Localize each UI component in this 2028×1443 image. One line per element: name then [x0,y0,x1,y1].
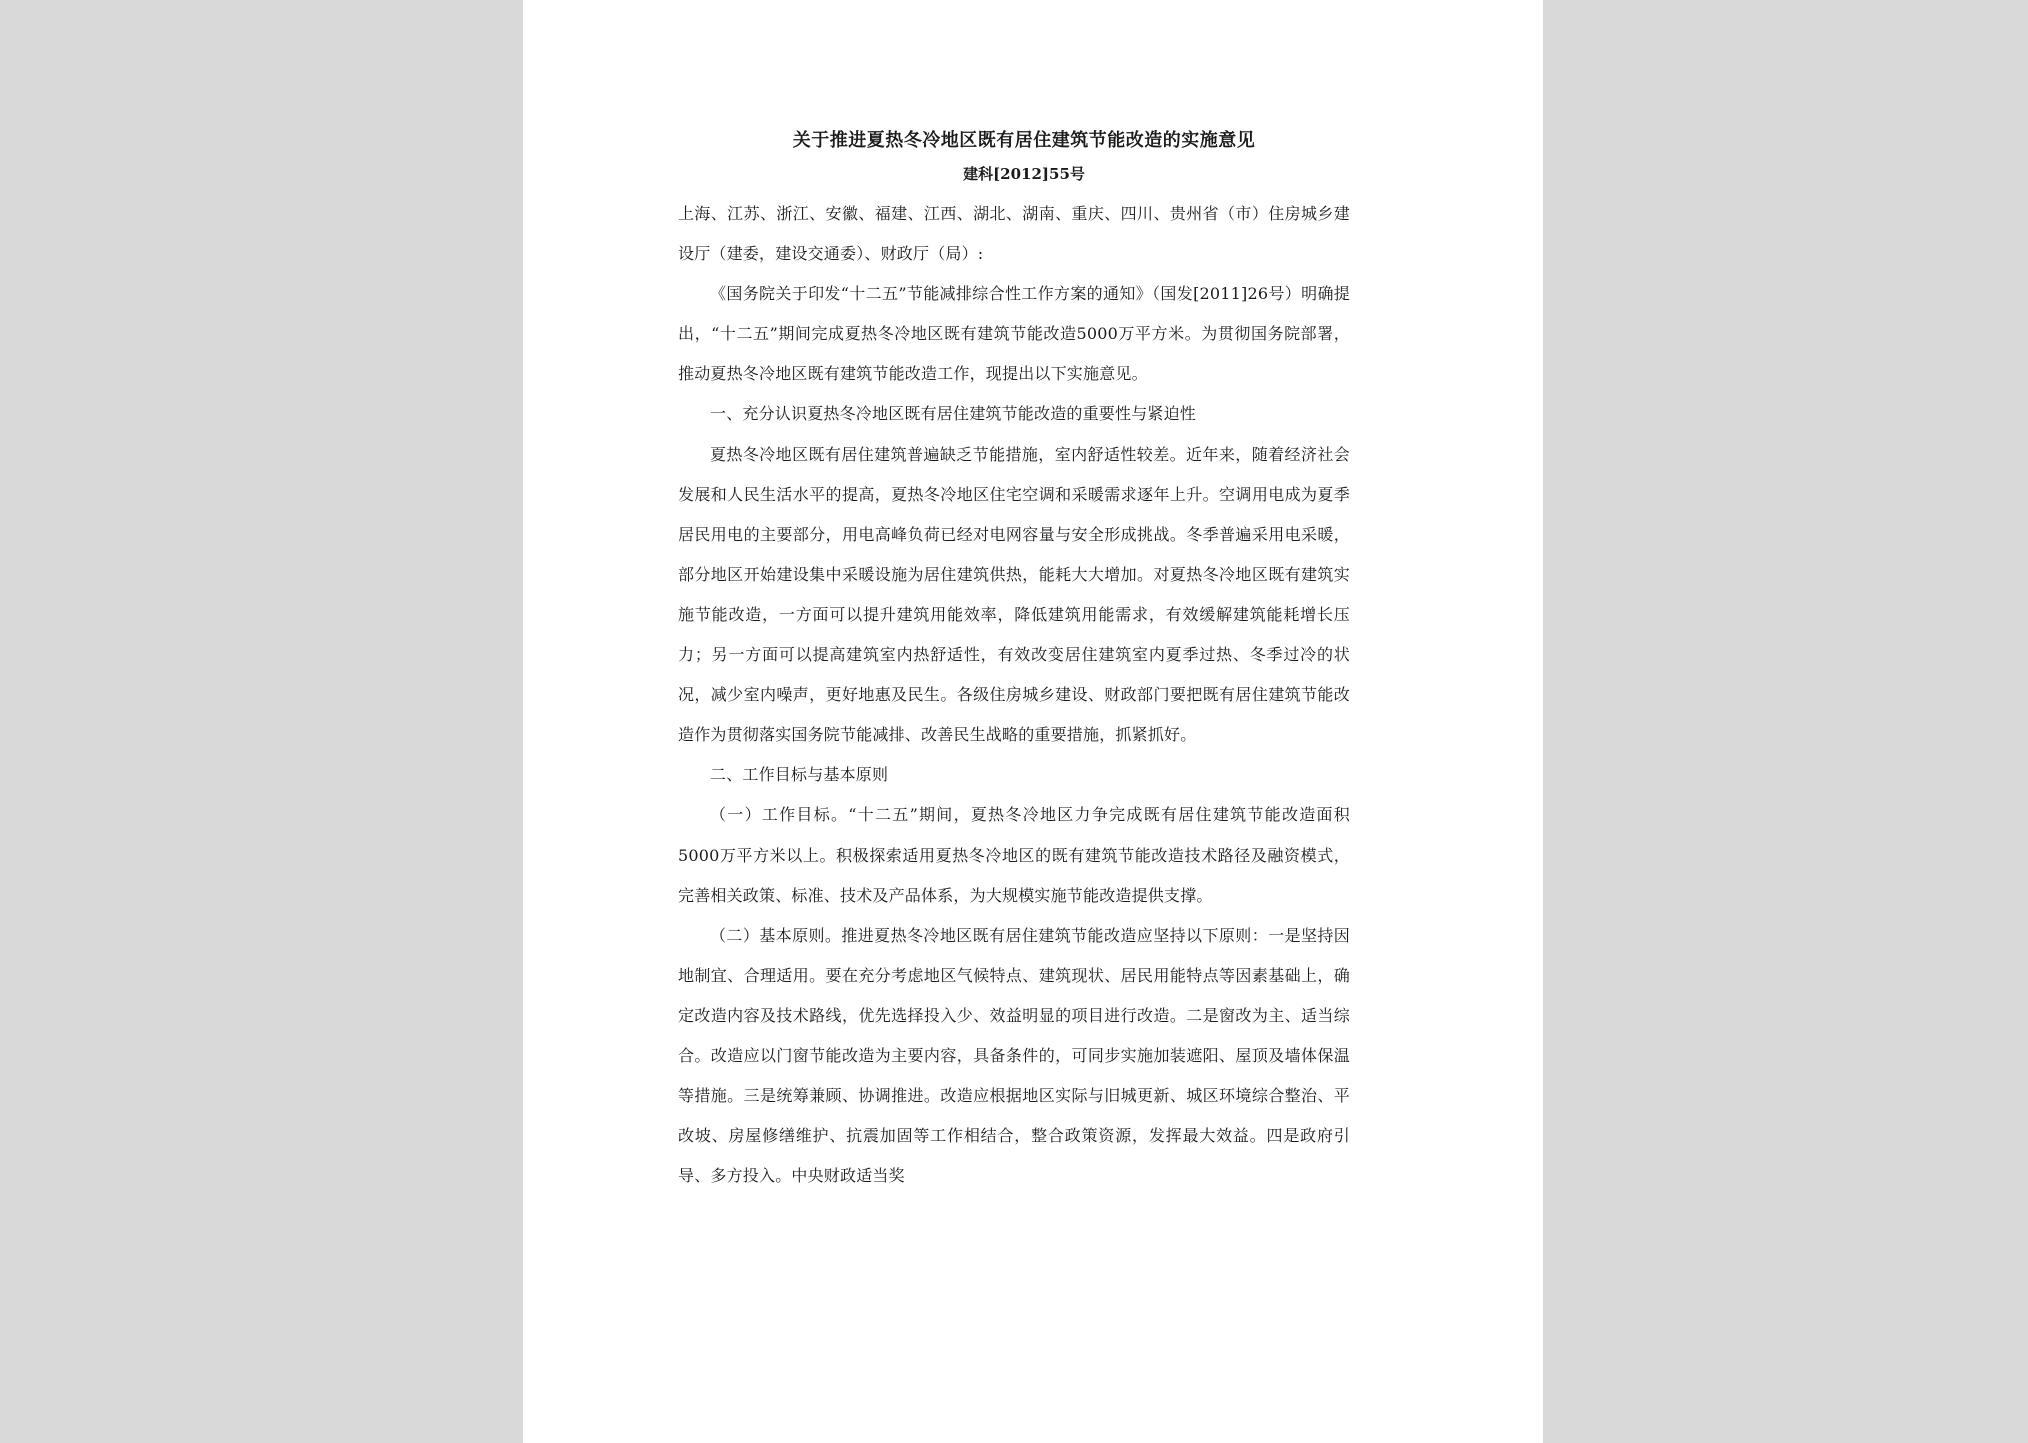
document-body [678,194,1350,1196]
addressee-paragraph: 上海、江苏、浙江、安徽、福建、江西、湖北、湖南、重庆、四川、贵州省（市）住房城乡建设厅（建委，建设交通委）、财政厅（局）: [678,204,1350,264]
document-page [523,0,1543,1443]
page-content [678,125,1350,1196]
document-title: 关于推进夏热冬冷地区既有居住建筑节能改造的实施意见 [792,130,1256,151]
basic-principles-paragraph: （二）基本原则。推进夏热冬冷地区既有居住建筑节能改造应坚持以下原则：一是坚持因地制宜、合理适用。要在充分考虑地区气候特点、建筑现状、居民用能特点等因素基础上，确定改造内容及技术路线，优先选择投入少、效益明显的项目进行改造。二是窗改为主、适当综合。改造应以门窗节能改造为主要内容，具备条件的，可同步实施加装遮阳、屋顶及墙体保温等措施。三是统筹兼顾、协调推进。改造应根据地区实际与旧城更新、城区环境综合整治、平改坡、房屋修缮维护、抗震加固等工作相结合，整合政策资源，发挥最大效益。四是政府引导、多方投入。中央财政适当奖 [678,925,1350,1186]
section-1-paragraph: 夏热冬冷地区既有居住建筑普遍缺乏节能措施，室内舒适性较差。近年来，随着经济社会发展和人民生活水平的提高，夏热冬冷地区住宅空调和采暖需求逐年上升。空调用电成为夏季居民用电的主要部分，用电高峰负荷已经对电网容量与安全形成挑战。冬季普遍采用电采暖，部分地区开始建设集中采暖设施为居住建筑供热，能耗大大增加。对夏热冬冷地区既有建筑实施节能改造，一方面可以提升建筑用能效率，降低建筑用能需求，有效缓解建筑能耗增长压力；另一方面可以提高建筑室内热舒适性，有效改变居住建筑室内夏季过热、冬季过冷的状况，减少室内噪声，更好地惠及民生。各级住房城乡建设、财政部门要把既有居住建筑节能改造作为贯彻落实国务院节能减排、改善民生战略的重要措施，抓紧抓好。 [678,444,1350,745]
section-heading-2: 二、工作目标与基本原则 [710,765,889,785]
intro-paragraph: 《国务院关于印发“十二五”节能减排综合性工作方案的通知》（国发[2011]26号）明确提出，“十二五”期间完成夏热冬冷地区既有建筑节能改造5000万平方米。为贯彻国务院部署，推动夏热冬冷地区既有建筑节能改造工作，现提出以下实施意见。 [678,284,1350,384]
document-number: 建科[2012]55号 [963,165,1085,183]
section-heading-1: 一、充分认识夏热冬冷地区既有居住建筑节能改造的重要性与紧迫性 [710,404,1197,424]
work-goal-paragraph: （一）工作目标。“十二五”期间，夏热冬冷地区力争完成既有居住建筑节能改造面积5000万平方米以上。积极探索适用夏热冬冷地区的既有建筑节能改造技术路径及融资模式，完善相关政策、标准、技术及产品体系，为大规模实施节能改造提供支撑。 [678,805,1350,905]
